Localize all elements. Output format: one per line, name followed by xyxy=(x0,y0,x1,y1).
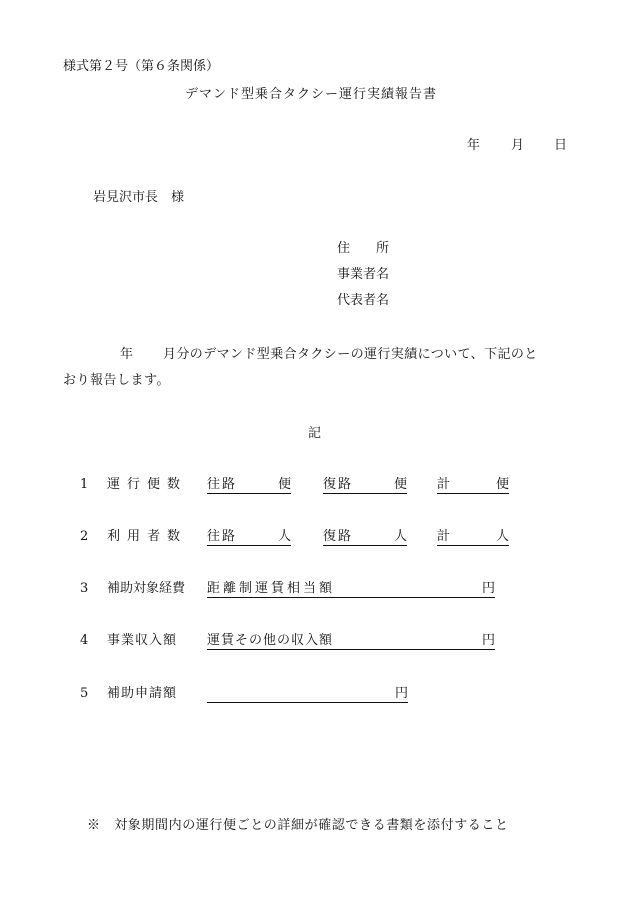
subsidy-cost-unit: 円 xyxy=(481,581,495,596)
item-2-number: 2 xyxy=(80,529,89,544)
body-text-line2: おり報告します。 xyxy=(63,373,170,388)
trips-outbound-label: 往路 xyxy=(207,477,238,492)
subsidy-request-field[interactable] xyxy=(207,686,408,703)
item-2-label: 利用者数 xyxy=(107,529,188,544)
form-number: 様式第２号（第６条関係） xyxy=(63,59,220,74)
users-return-unit: 人 xyxy=(393,529,407,544)
trips-return-unit: 便 xyxy=(393,477,407,492)
ki-heading: 記 xyxy=(308,426,322,441)
trips-return-field[interactable] xyxy=(323,477,407,494)
revenue-field[interactable] xyxy=(207,633,495,650)
date-month: 月 xyxy=(511,138,525,153)
trips-total-field[interactable] xyxy=(437,477,509,494)
business-name-label: 事業者名 xyxy=(337,267,390,282)
body-text: 月分のデマンド型乗合タクシーの運行実績について、下記のと xyxy=(163,347,538,362)
trips-outbound-field[interactable] xyxy=(207,477,291,494)
item-1-label: 運行便数 xyxy=(107,477,188,492)
subsidy-cost-field[interactable] xyxy=(207,581,495,598)
users-total-label: 計 xyxy=(437,529,451,544)
users-return-field[interactable] xyxy=(323,529,407,546)
item-4-label: 事業収入額 xyxy=(107,633,178,648)
item-3-number: 3 xyxy=(80,581,89,596)
trips-total-unit: 便 xyxy=(495,477,509,492)
item-1-number: 1 xyxy=(80,477,89,492)
date-day: 日 xyxy=(554,138,568,153)
item-4-number: 4 xyxy=(80,633,89,648)
users-outbound-unit: 人 xyxy=(277,529,291,544)
users-outbound-label: 往路 xyxy=(207,529,238,544)
representative-label: 代表者名 xyxy=(337,293,390,308)
users-outbound-field[interactable] xyxy=(207,529,291,546)
item-5-number: 5 xyxy=(80,686,89,701)
users-return-label: 復路 xyxy=(323,529,354,544)
address-label: 住 所 xyxy=(337,241,390,256)
subsidy-request-unit: 円 xyxy=(394,686,408,701)
date-year: 年 xyxy=(467,138,481,153)
item-5-label: 補助申請額 xyxy=(107,686,178,701)
document-title: デマンド型乗合タクシー運行実績報告書 xyxy=(185,87,438,102)
revenue-unit: 円 xyxy=(481,633,495,648)
trips-outbound-unit: 便 xyxy=(277,477,291,492)
revenue-field-label: 運賃その他の収入額 xyxy=(207,633,334,648)
users-total-unit: 人 xyxy=(495,529,509,544)
item-3-label: 補助対象経費 xyxy=(107,581,186,596)
body-year: 年 xyxy=(120,347,134,362)
trips-total-label: 計 xyxy=(437,477,451,492)
subsidy-cost-field-label: 距離制運賃相当額 xyxy=(207,581,336,596)
users-total-field[interactable] xyxy=(437,529,509,546)
trips-return-label: 復路 xyxy=(323,477,354,492)
addressee: 岩見沢市長 様 xyxy=(93,190,185,205)
attachment-note: ※ 対象期間内の運行便ごとの詳細が確認できる書類を添付すること xyxy=(87,818,509,833)
